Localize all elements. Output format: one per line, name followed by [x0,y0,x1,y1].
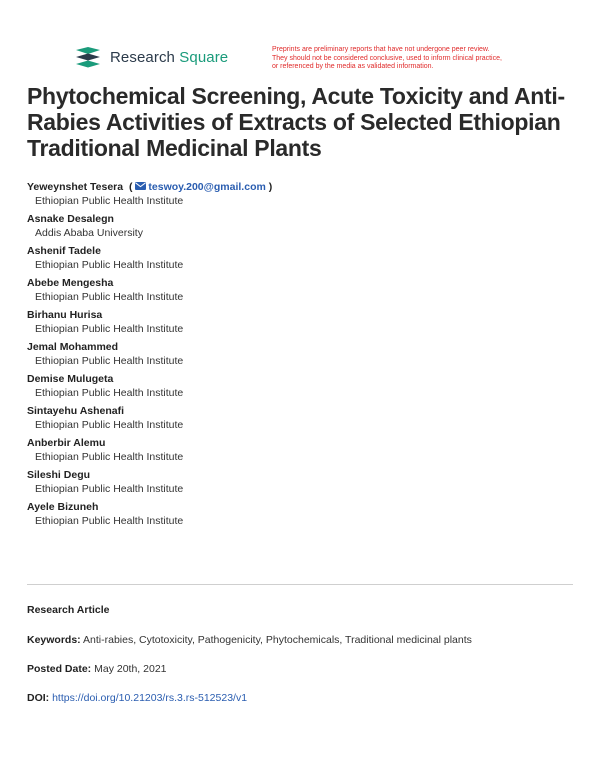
author-entry [27,276,577,304]
author-name: Jemal Mohammed [27,341,119,353]
author-name: Sileshi Degu [27,469,91,481]
doi-link[interactable]: https://doi.org/10.21203/rs.3.rs-512523/v1 [52,692,248,704]
author-entry [27,436,577,464]
author-entry [27,404,577,432]
keywords-line [27,634,472,646]
doi-label: DOI: [27,692,50,704]
paren-open: ( [128,181,133,193]
author-entry [27,244,577,272]
author-affiliation: Ethiopian Public Health Institute [35,515,184,527]
author-name: Sintayehu Ashenafi [27,405,125,417]
author-affiliation: Ethiopian Public Health Institute [35,451,184,463]
author-affiliation: Addis Ababa University [35,227,143,239]
author-name: Birhanu Hurisa [27,309,103,321]
author-affiliation: Ethiopian Public Health Institute [35,291,184,303]
author-entry [27,372,577,400]
author-name: Anberbir Alemu [27,437,106,449]
research-square-logo[interactable] [74,46,228,68]
paper-title: Phytochemical Screening, Acute Toxicity and Anti-Rabies Activities of Extracts of Selected Ethiopian Traditional Medicinal Plants [27,83,565,161]
author-name: Abebe Mengesha [27,277,114,289]
keywords-value: Anti-rabies, Cytotoxicity, Pathogenicity, Phytochemicals, Traditional medicinal plants [83,634,472,646]
section-divider [27,584,573,585]
keywords-label: Keywords: [27,634,81,646]
author-entry [27,180,577,208]
author-affiliation: Ethiopian Public Health Institute [35,355,184,367]
logo-wordmark: Research Square [110,48,229,66]
posted-date-label: Posted Date: [27,663,92,675]
author-affiliation: Ethiopian Public Health Institute [35,387,184,399]
author-entry [27,212,577,240]
author-name: Yeweynshet Tesera [27,181,124,193]
posted-date-value: May 20th, 2021 [94,663,167,675]
author-entry [27,468,577,496]
envelope-icon [135,182,146,190]
author-affiliation: Ethiopian Public Health Institute [35,419,184,431]
preprint-notice [272,46,572,72]
notice-line: Preprints are preliminary reports that have not undergone peer review. [272,46,490,53]
author-entry [27,340,577,368]
author-name: Demise Mulugeta [27,373,114,385]
author-name: Ashenif Tadele [27,245,101,257]
author-email-link[interactable]: teswoy.200@gmail.com [148,181,266,193]
author-affiliation: Ethiopian Public Health Institute [35,195,184,207]
research-square-logo-icon [74,46,102,68]
author-affiliation: Ethiopian Public Health Institute [35,259,184,271]
author-name: Ayele Bizuneh [27,501,99,513]
paren-close: ) [268,181,273,193]
notice-line: They should not be considered conclusive, used to inform clinical practice, [272,54,502,62]
doi-line [27,692,247,704]
author-entry [27,308,577,336]
author-name: Asnake Desalegn [27,213,114,225]
posted-date-line [27,663,167,675]
author-list [27,180,577,532]
author-affiliation: Ethiopian Public Health Institute [35,483,184,495]
article-type: Research Article [27,604,110,616]
author-affiliation: Ethiopian Public Health Institute [35,323,184,335]
notice-line: or referenced by the media as validated information. [272,63,434,71]
author-entry [27,500,577,528]
